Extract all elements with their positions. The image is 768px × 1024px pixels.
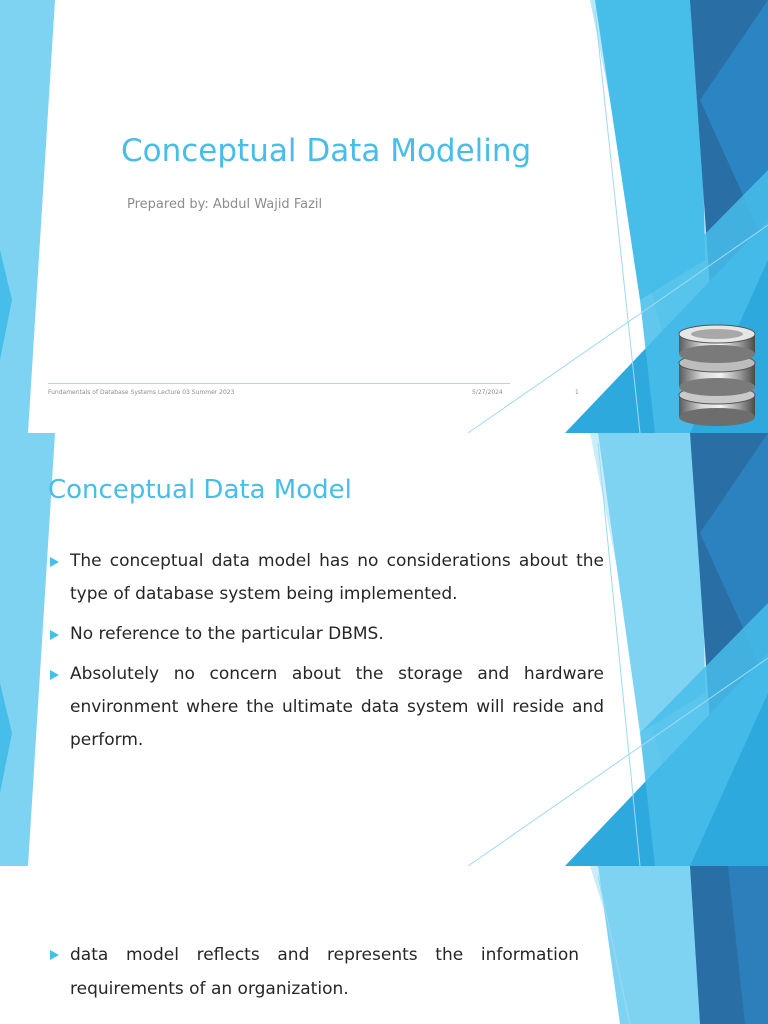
bullet-arrow-icon (50, 670, 59, 680)
footer-divider (48, 383, 510, 384)
bullet-arrow-icon (50, 557, 59, 567)
bullet-list (48, 938, 579, 1013)
list-item (48, 938, 579, 1006)
slide-3 (0, 866, 768, 1024)
slide-title: Conceptual Data Modeling (121, 133, 532, 169)
slide-1 (0, 0, 768, 433)
bullet-text: No reference to the particular DBMS. (70, 624, 384, 644)
slide-decoration (0, 0, 768, 433)
list-item (48, 618, 604, 651)
bullet-arrow-icon (50, 950, 59, 960)
bullet-arrow-icon (50, 630, 59, 640)
bullet-text: The conceptual data model has no considerations about the type of database system being implemented. (70, 551, 604, 604)
slide-2 (0, 433, 768, 866)
bullet-text: Absolutely no concern about the storage and hardware environment where the ultimate data system will reside and perform. (70, 664, 604, 750)
list-item (48, 545, 604, 611)
bullet-text: data model reflects and represents the information requirements of an organization. (70, 945, 579, 999)
slide-subtitle: Prepared by: Abdul Wajid Fazil (127, 197, 323, 212)
footer-date: 5/27/2024 (472, 389, 503, 396)
slide-title: Conceptual Data Model (48, 475, 352, 505)
database-cylinder-icon (676, 323, 758, 427)
list-item (48, 658, 604, 757)
footer-text: Fundamentals of Database Systems Lecture 03 Summer 2023 (48, 389, 235, 396)
slide-number: 1 (575, 389, 579, 396)
bullet-list (48, 545, 604, 764)
